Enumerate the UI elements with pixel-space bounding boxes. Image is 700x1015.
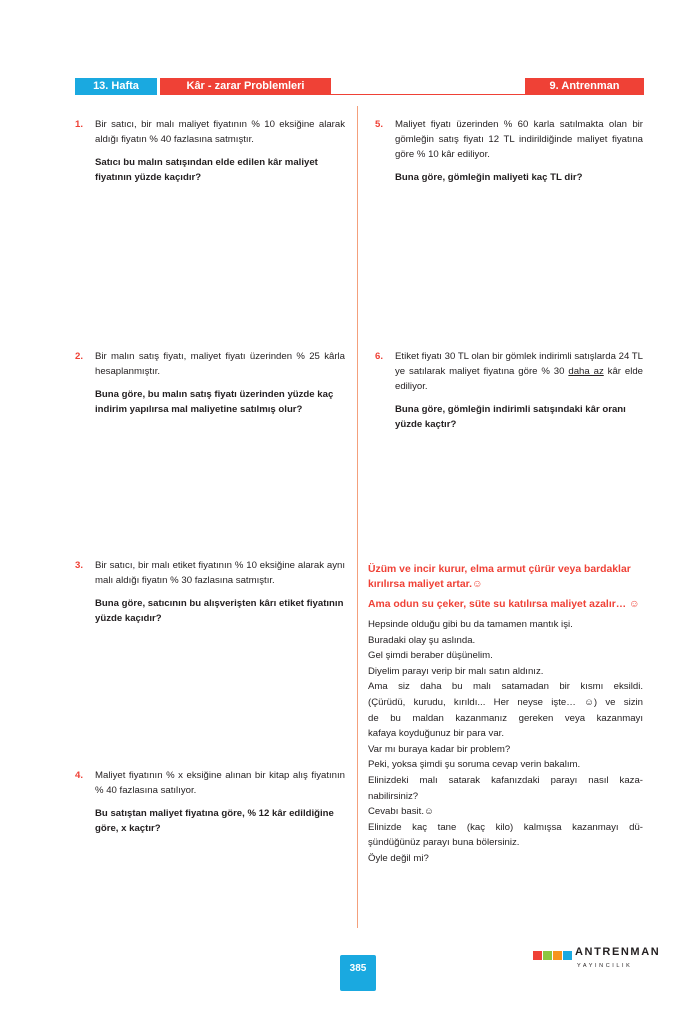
training-label	[525, 78, 644, 95]
topic-text: Kâr - zarar Problemleri	[186, 80, 305, 92]
question-statement: Bir satıcı, bir malı maliyet fiyatının % 10 eksiğine alarak aldığı fiyatın % 40 fazlasına satmıştır.	[95, 119, 345, 145]
statement-part: Etiket fiyatı 30 TL olan bir gömlek indirimli satışlarda 24 TL ye satılarak maliyet fiyatına göre % 30	[395, 351, 643, 377]
logo-wordmark: ANTRENMAN	[575, 946, 661, 958]
note-line: Buradaki olay şu aslında.	[368, 634, 476, 646]
note-highlight-2: Ama odun su çeker, süte su katılırsa maliyet azalır… ☺	[368, 599, 640, 610]
note-line: Hepsinde olduğu gibi bu da tamamen mantık işi.	[368, 619, 573, 630]
question-ask: Buna göre, gömleğin indirimli satışındaki kâr oranı yüzde kaçtır?	[395, 404, 626, 430]
page-number: 385	[349, 963, 367, 974]
header-rule	[330, 94, 526, 95]
question-ask: Buna göre, bu malın satış fiyatı üzerinden yüzde kaç indirim yapılırsa mal maliyetine satılmış olur?	[95, 389, 334, 415]
statement-part: kâr elde ediliyor.	[395, 366, 644, 392]
question-5	[375, 117, 643, 185]
question-number: 4.	[75, 770, 84, 781]
note-highlight-1: Üzüm ve incir kurur, elma armut çürür veya bardaklar kırılırsa maliyet artar.☺	[368, 564, 631, 590]
note-line: Elinizdeki malı satarak kafanızdaki parayı nasıl kaza-	[368, 774, 643, 786]
explanation-note	[368, 562, 643, 867]
question-statement: Bir malın satış fiyatı, maliyet fiyatı üzerinden % 25 kârla hesaplanmıştır.	[95, 351, 345, 377]
note-line: Cevabı basit.☺	[368, 806, 434, 818]
question-ask: Buna göre, gömleğin maliyeti kaç TL dir?	[395, 172, 583, 183]
note-line: Var mı buraya kadar bir problem?	[368, 743, 511, 755]
week-label	[75, 78, 157, 95]
logo-square-icon	[563, 951, 572, 960]
question-4	[75, 768, 345, 836]
page-number-box	[340, 955, 376, 991]
note-line: nabilirsiniz?	[368, 790, 419, 802]
question-statement: Maliyet fiyatının % x eksiğine alınan bir kitap alış fiyatının % 40 fazlasına satılıyor.	[95, 770, 345, 796]
logo-square-icon	[533, 951, 542, 960]
question-statement: Bir satıcı, bir malı etiket fiyatının % 10 eksiğine alarak aynı malı aldığı fiyatın % 30 fazlasına satmıştır.	[95, 560, 345, 586]
question-ask: Buna göre, satıcının bu alışverişten kârı etiket fiyatının yüzde kaçıdır?	[95, 598, 344, 624]
question-statement: Maliyet fiyatı üzerinden % 60 karla satılmakta olan bir gömleğin satış fiyatı 12 TL indirildiğinde maliyet fiyatına göre % 10 kâr ediliyor.	[395, 119, 643, 160]
question-ask: Bu satıştan maliyet fiyatına göre, % 12 kâr edildiğine göre, x kaçtır?	[95, 808, 334, 834]
logo-subtitle: YAYINCILIK	[577, 963, 633, 969]
question-number: 2.	[75, 351, 84, 362]
note-line: Öyle değil mi?	[368, 852, 429, 864]
question-1	[75, 117, 345, 185]
note-line: kafaya koyduğunuz bir para var.	[368, 728, 504, 740]
question-number: 5.	[375, 119, 384, 130]
topic-label	[160, 78, 331, 95]
publisher-logo	[533, 944, 661, 984]
note-line: Elinizde kaç tane (kaç kilo) kalmışsa kazanmayı dü-	[368, 821, 643, 833]
note-line: (Çürüdü, kurudu, kırıldı... Her neyse işte… ☺) ve sizin	[368, 696, 643, 708]
logo-square-icon	[543, 951, 552, 960]
question-statement	[395, 349, 643, 394]
question-2	[75, 349, 345, 417]
underlined-phrase: daha az	[568, 366, 604, 377]
note-line: Diyelim parayı verip bir malı satın aldınız.	[368, 665, 544, 677]
week-text: 13. Hafta	[93, 80, 139, 92]
question-number: 1.	[75, 119, 84, 130]
note-line: de bu maldan kazanmanız gereken veya kazanmayı	[368, 712, 643, 724]
note-line: Peki, yoksa şimdi şu soruma cevap verin bakalım.	[368, 759, 581, 771]
question-number: 3.	[75, 560, 84, 571]
note-line: şündüğünüz parayı buna bölersiniz.	[368, 837, 520, 849]
logo-square-icon	[553, 951, 562, 960]
question-6	[375, 349, 644, 432]
note-line: Gel şimdi beraber düşünelim.	[368, 650, 493, 662]
column-divider	[357, 106, 358, 928]
question-3	[75, 558, 345, 626]
training-text: 9. Antrenman	[549, 80, 620, 92]
question-number: 6.	[375, 351, 384, 362]
note-line: Ama siz daha bu malı satamadan bir kısmı eksildi.	[368, 681, 643, 693]
question-ask: Satıcı bu malın satışından elde edilen kâr maliyet fiyatının yüzde kaçıdır?	[95, 157, 318, 183]
